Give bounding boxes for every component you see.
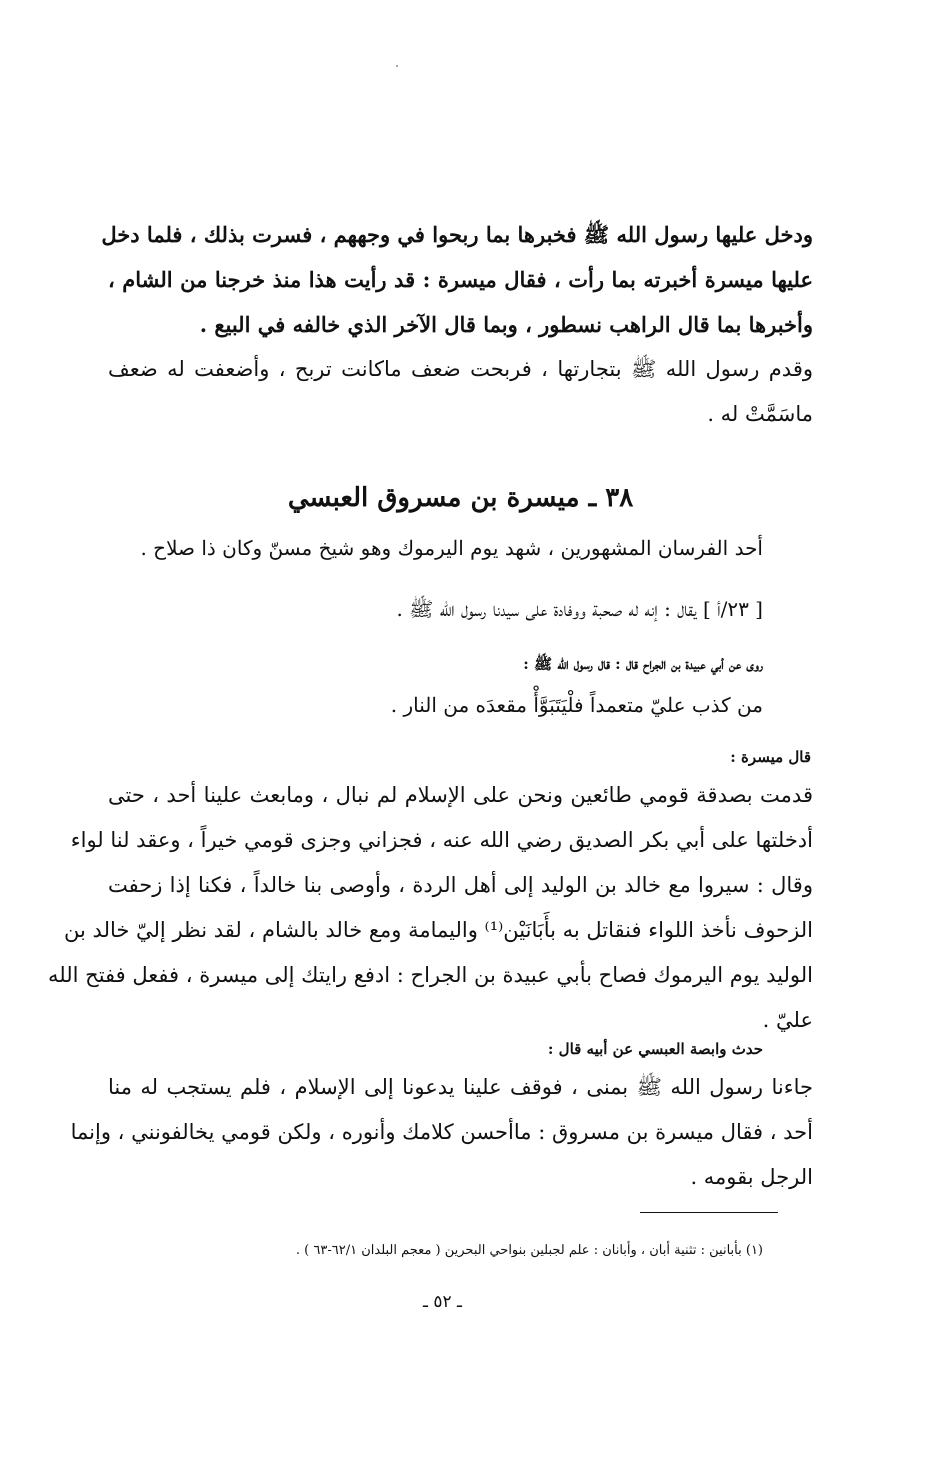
page-number: ـ ٥٢ ـ: [422, 1292, 463, 1312]
text-line: عليها ميسرة أخبرته بما رأت ، فقال ميسرة : قد رأيت هذا منذ خرجنا من الشام ،: [108, 267, 813, 292]
text-line: أحد ، فقال ميسرة بن مسروق : ماأحسن كلامك وأنوره ، ولكن قومي يخالفونني ، وإنما: [70, 1120, 813, 1144]
section-heading: ٣٨ ـ ميسرة بن مسروق العبسي: [287, 483, 634, 513]
text-line: وأخبرها بما قال الراهب نسطور ، وبما قال الآخر الذي خالفه في البيع .: [199, 312, 813, 337]
text-line: قدمت بصدقة قومي طائعين ونحن على الإسلام لم نبال ، ومابعث علينا أحد ، حتى: [108, 783, 813, 807]
speaker-label: قال ميسرة :: [730, 748, 811, 766]
footnote-divider: [640, 1212, 778, 1213]
paragraph-maysara-account: [48, 773, 813, 1043]
text-line: الوليد يوم اليرموك فصاح بأبي عبيدة بن الجراح : ادفع رايتك إلى ميسرة ، ففعل ففتح الله: [48, 963, 813, 987]
scan-speck: [396, 65, 398, 67]
text-line: ماسَمَّتْ له .: [707, 402, 813, 426]
footnote: (١) بأبانين : تثنية أبان ، وأبانان : علم لجبلين بنواحي البحرين ( معجم البلدان ٦٢/١-٦٣ ) .: [295, 1243, 763, 1258]
paragraph-khadija-report: [101, 212, 813, 347]
narration-label: روى عن أبي عبيدة بن الجراح قال : قال رسول الله ﷺ :: [523, 655, 763, 673]
text-line: عليّ .: [762, 1008, 813, 1032]
text-line: ودخل عليها رسول الله ﷺ فخبرها بما ربحوا في وجههم ، فسرت بذلك ، فلما دخل: [101, 222, 813, 247]
text-line: أدخلتها على أبي بكر الصديق رضي الله عنه ، فجزاني وجزى قومي خيراً ، وعقد لنا لواء: [70, 828, 813, 852]
narration-label: حدث وابصة العبسي عن أبيه قال :: [547, 1040, 763, 1058]
text-line: جاءنا رسول الله ﷺ بمنى ، فوقف علينا يدعونا إلى الإسلام ، فلم يستجب له منا: [108, 1075, 813, 1099]
text-line: الرجل بقومه .: [690, 1165, 813, 1189]
hadith-text: من كذب عليّ متعمداً فلْيَتَبَوَّأْ مقعدَه من النار .: [390, 693, 763, 717]
text-line: وقال : سيروا مع خالد بن الوليد إلى أهل الردة ، وأوصى بنا خالداً ، فكنا إذا زحفت: [108, 873, 813, 897]
text-line: وقدم رسول الله ﷺ بتجارتها ، فربحت ضعف ماكانت تربح ، وأضعفت له ضعف: [108, 357, 813, 381]
text-line: الزحوف نأخذ اللواء فنقاتل به بأَبَانَيْن⁽¹⁾ واليمامة ومع خالد بالشام ، لقد نظر إليّ خالد بن: [64, 918, 813, 942]
companionship-note: [ ٢٣/أ ] يقال : إنه له صحبة ووفادة على سيدنا رسول الله ﷺ .: [396, 597, 763, 621]
paragraph-mina-invitation: [70, 1065, 813, 1200]
paragraph-trade-profit: [108, 347, 813, 437]
biography-intro: أحد الفرسان المشهورين ، شهد يوم اليرموك وهو شيخ مسنّ وكان ذا صلاح .: [140, 536, 763, 560]
